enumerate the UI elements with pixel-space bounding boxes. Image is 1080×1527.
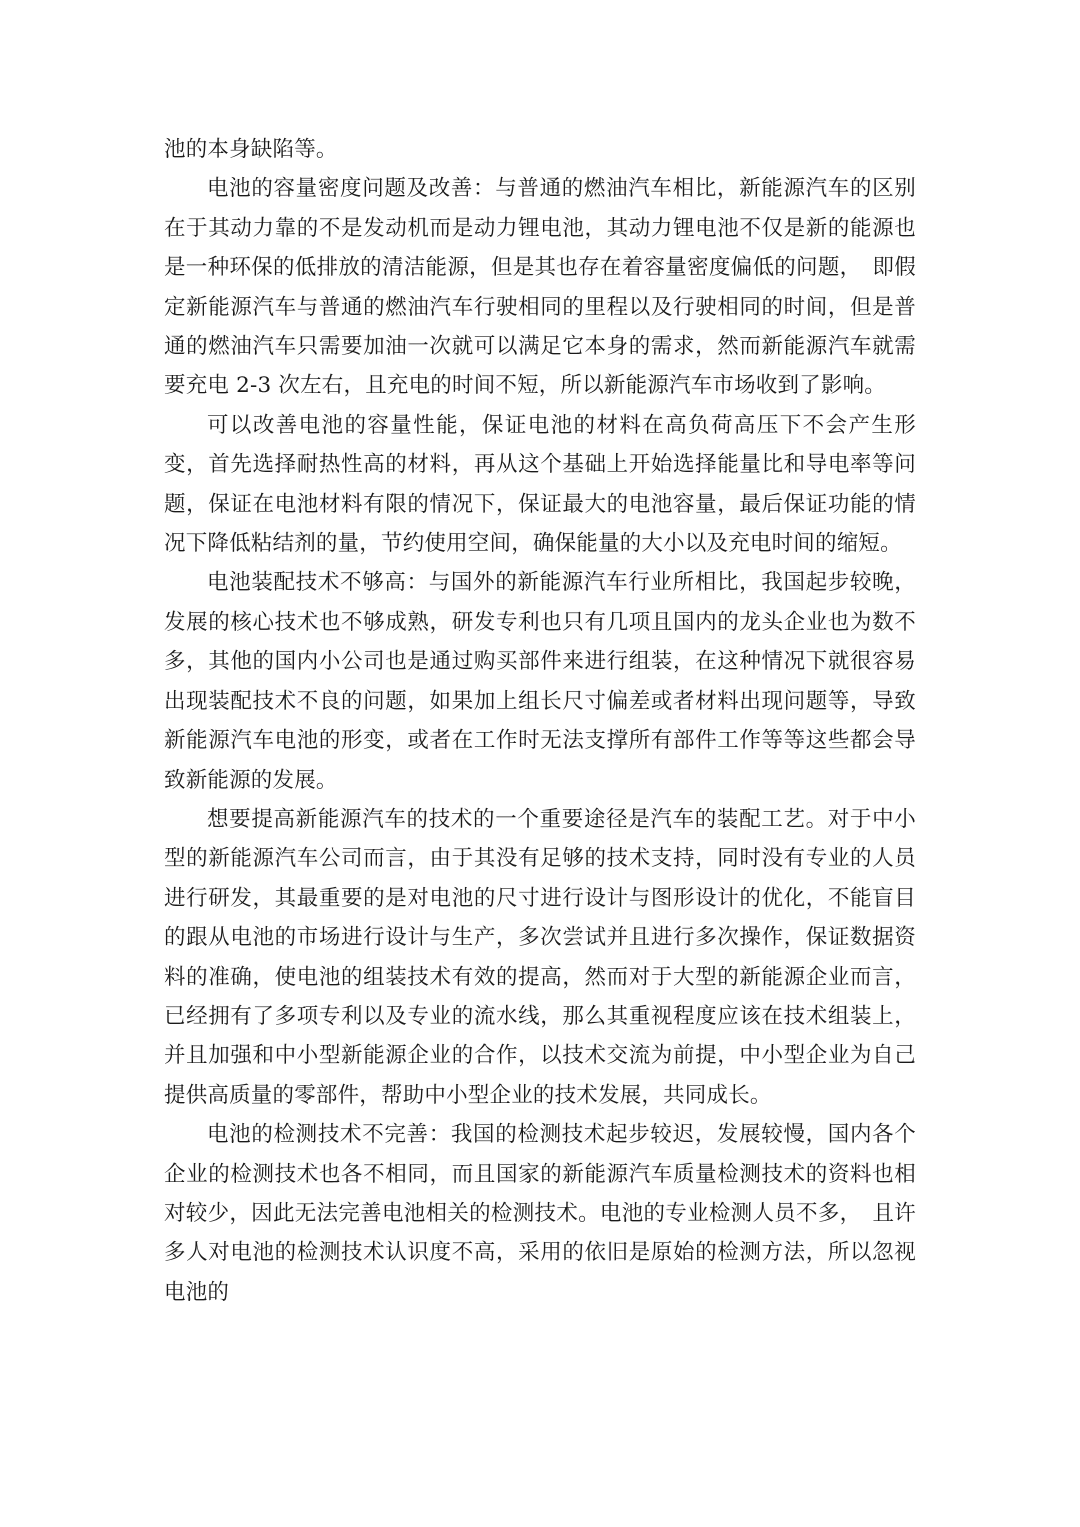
paragraph-assembly-technology: 电池装配技术不够高：与国外的新能源汽车行业所相比，我国起步较晚，发展的核心技术也不够成熟，研发专利也只有几项且国内的龙头企业也为数不多，其他的国内小公司也是通过购买部件来进行组装，在这种情况下就很容易出现装配技术不良的问题，如果加上组长尺寸偏差或者材料出现问题等，导致新能源汽车电池的形变，或者在工作时无法支撑所有部件工作等等这些都会导致新能源的发展。 <box>164 570 916 793</box>
body-text <box>164 130 916 1312</box>
paragraph-testing-technology: 电池的检测技术不完善：我国的检测技术起步较迟，发展较慢，国内各个企业的检测技术也各不相同，而且国家的新能源汽车质量检测技术的资料也相对较少，因此无法完善电池相关的检测技术。电池的专业检测人员不多， 且许多人对电池的检测技术认识度不高，采用的依旧是原始的检测方法，所以忽视电池的 <box>164 1122 916 1305</box>
paragraph-continuation: 池的本身缺陷等。 <box>164 137 338 162</box>
paragraph-capacity-improvement: 可以改善电池的容量性能，保证电池的材料在高负荷高压下不会产生形变，首先选择耐热性高的材料，再从这个基础上开始选择能量比和导电率等问题，保证在电池材料有限的情况下，保证最大的电池容量，最后保证功能的情况下降低粘结剂的量，节约使用空间，确保能量的大小以及充电时间的缩短。 <box>164 412 916 557</box>
paragraph-capacity-density: 电池的容量密度问题及改善：与普通的燃油汽车相比，新能源汽车的区别在于其动力靠的不是发动机而是动力锂电池，其动力锂电池不仅是新的能源也是一种环保的低排放的清洁能源，但是其也存在着容量密度偏低的问题， 即假定新能源汽车与普通的燃油汽车行驶相同的里程以及行驶相同的时间，但是普通的燃油汽车只需要加油一次就可以满足它本身的需求，然而新能源汽车就需要充电 2-3 次左右，且充电的时间不短，所以新能源汽车市场收到了影响。 <box>164 176 916 399</box>
paragraph-assembly-process: 想要提高新能源汽车的技术的一个重要途径是汽车的装配工艺。对于中小型的新能源汽车公司而言，由于其没有足够的技术支持，同时没有专业的人员进行研发，其最重要的是对电池的尺寸进行设计与图形设计的优化，不能盲目的跟从电池的市场进行设计与生产，多次尝试并且进行多次操作，保证数据资料的准确，使电池的组装技术有效的提高，然而对于大型的新能源企业而言，已经拥有了多项专利以及专业的流水线，那么其重视程度应该在技术组装上，并且加强和中小型新能源企业的合作，以技术交流为前提，中小型企业为自己提供高质量的零部件，帮助中小型企业的技术发展，共同成长。 <box>164 806 916 1108</box>
